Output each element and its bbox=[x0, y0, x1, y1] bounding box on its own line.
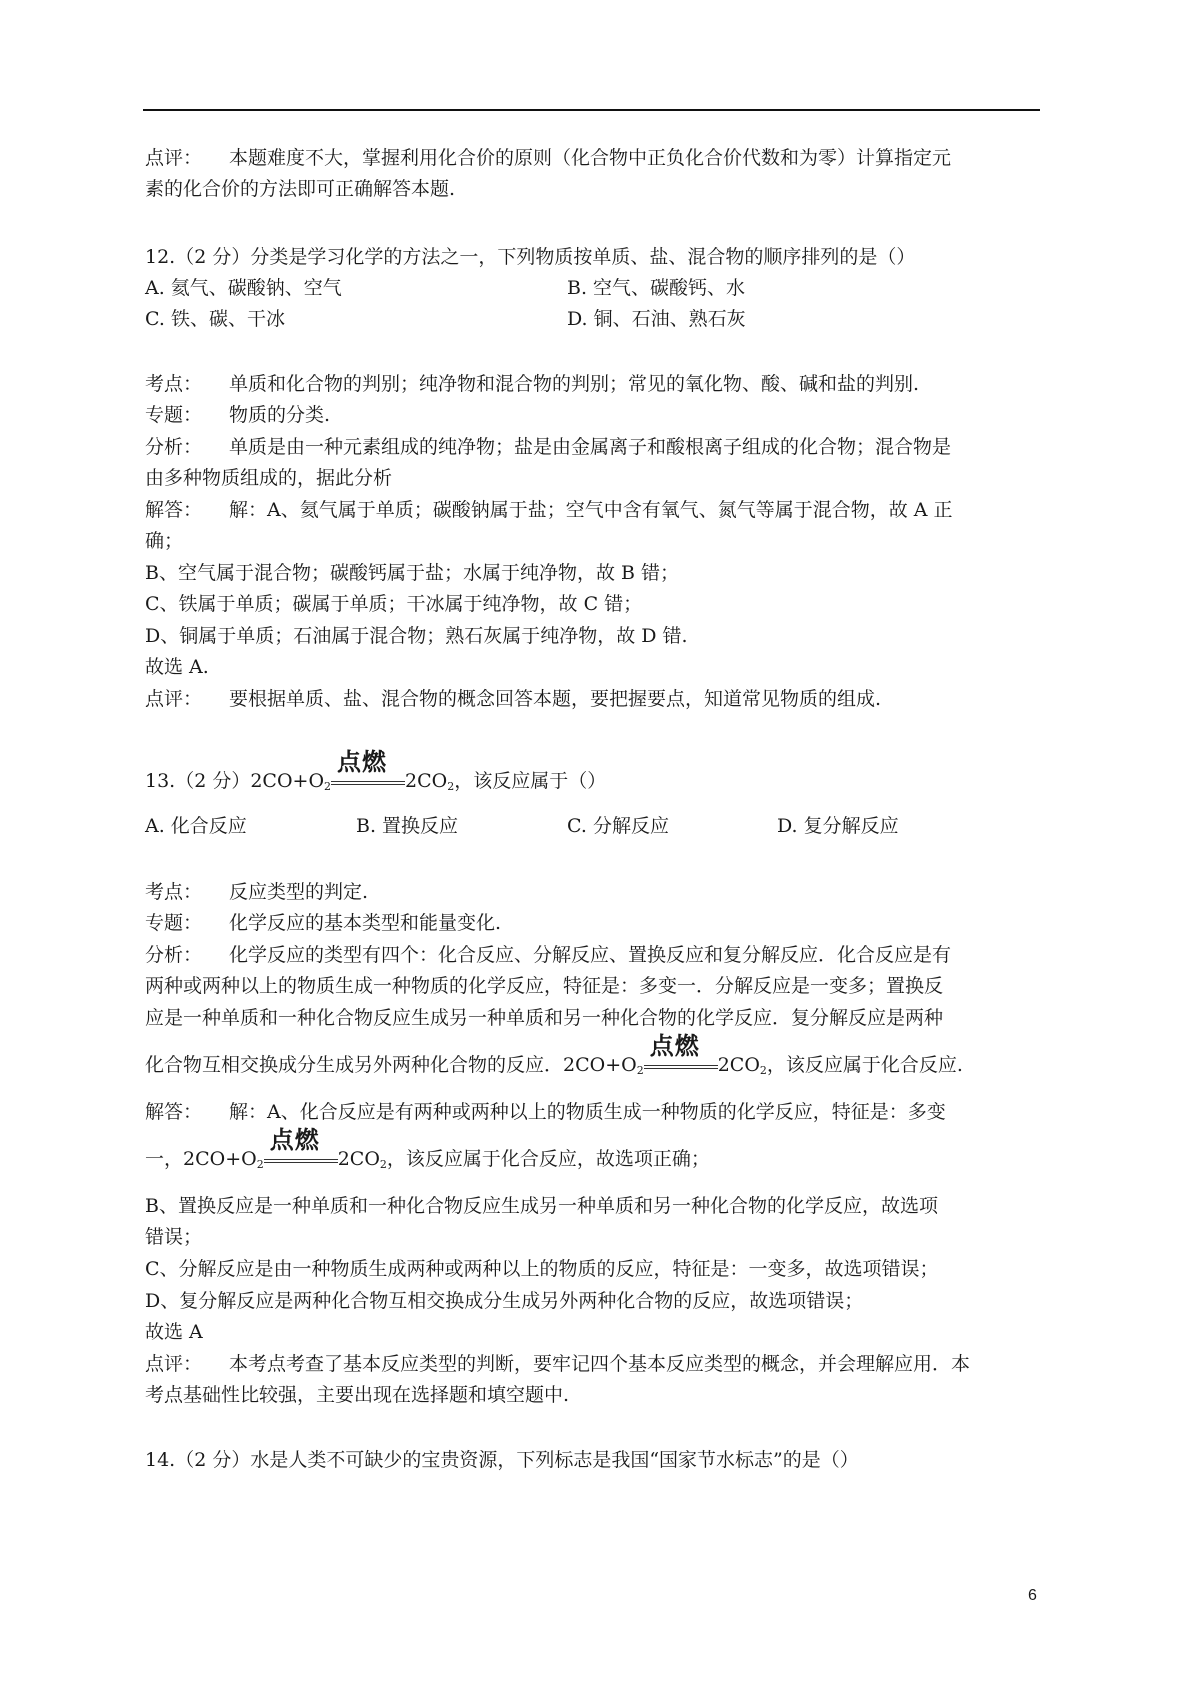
q13-answer: 故选 A bbox=[145, 1321, 203, 1343]
q12-option-d: D. 铜、石油、熟石灰 bbox=[567, 308, 746, 330]
review-line: 点评： 本题难度不大，掌握利用化合价的原则（化合物中正负化合价代数和为零）计算指定元 bbox=[145, 147, 952, 169]
q13-option-b: B. 置换反应 bbox=[356, 815, 459, 837]
q13-zhuanti: 专题： 化学反应的基本类型和能量变化. bbox=[145, 912, 502, 934]
q13-line-b-cont: 错误； bbox=[145, 1226, 203, 1248]
reaction-arrow: 点燃 bbox=[331, 769, 405, 793]
q13-fenxi-cont: 两种或两种以上的物质生成一种物质的化学反应，特征是：多变一．分解反应是一变多；置换反 bbox=[145, 975, 944, 997]
header-rule bbox=[143, 109, 1040, 111]
q12-answer: 故选 A. bbox=[145, 656, 209, 678]
question-13-stem: 13.（2 分）$2CO+O_2$ 点燃 $2CO_2$，该反应属于（） bbox=[145, 748, 607, 793]
q13-review-cont: 考点基础性比较强，主要出现在选择题和填空题中. bbox=[145, 1384, 570, 1406]
q12-jieda-cont: 确； bbox=[145, 530, 184, 552]
q13-line-b: B、置换反应是一种单质和一种化合物反应生成另一种单质和另一种化合物的化学反应，故选项 bbox=[145, 1195, 938, 1217]
q13-line-c: C、分解反应是由一种物质生成两种或两种以上的物质的反应，特征是：一变多，故选项错误； bbox=[145, 1258, 939, 1280]
q12-option-c: C. 铁、碳、干冰 bbox=[145, 308, 285, 330]
q12-review: 点评： 要根据单质、盐、混合物的概念回答本题，要把握要点，知道常见物质的组成. bbox=[145, 688, 882, 710]
q12-line-d: D、铜属于单质；石油属于混合物；熟石灰属于纯净物，故 D 错. bbox=[145, 625, 688, 647]
reaction-arrow: 点燃 bbox=[264, 1147, 338, 1171]
q12-kaodian: 考点： 单质和化合物的判别；纯净物和混合物的判别；常见的氧化物、酸、碱和盐的判别. bbox=[145, 373, 920, 395]
q13-jieda-equation: 一，$2CO+O_2$ 点燃 $2CO_2$，该反应属于化合反应，故选项正确； bbox=[145, 1126, 710, 1171]
q13-review: 点评： 本考点考查了基本反应类型的判断，要牢记四个基本反应类型的概念，并会理解应用．本 bbox=[145, 1353, 971, 1375]
q12-line-c: C、铁属于单质；碳属于单质；干冰属于纯净物，故 C 错； bbox=[145, 593, 643, 615]
q13-fenxi-cont: 应是一种单质和一种化合物反应生成另一种单质和另一种化合物的化学反应．复分解反应是两种 bbox=[145, 1007, 944, 1029]
q12-zhuanti: 专题： 物质的分类. bbox=[145, 404, 331, 426]
q12-fenxi-cont: 由多种物质组成的，据此分析 bbox=[145, 467, 393, 489]
q12-jieda: 解答： 解：A、氦气属于单质；碳酸钠属于盐；空气中含有氧气、氮气等属于混合物，故 A 正 bbox=[145, 499, 953, 521]
q12-option-a: A. 氦气、碳酸钠、空气 bbox=[145, 277, 342, 299]
q12-option-b: B. 空气、碳酸钙、水 bbox=[567, 277, 746, 299]
q13-fenxi-equation: 化合物互相交换成分生成另外两种化合物的反应．$2CO+O_2$ 点燃 $2CO_2$，该反应属于化合反应. bbox=[145, 1032, 963, 1077]
reaction-arrow: 点燃 bbox=[644, 1053, 718, 1077]
q13-option-a: A. 化合反应 bbox=[145, 815, 247, 837]
q13-line-d: D、复分解反应是两种化合物互相交换成分生成另外两种化合物的反应，故选项错误； bbox=[145, 1290, 864, 1312]
review-line: 素的化合价的方法即可正确解答本题. bbox=[145, 178, 456, 200]
page-number: 6 bbox=[1028, 1587, 1037, 1604]
question-12-stem: 12.（2 分）分类是学习化学的方法之一，下列物质按单质、盐、混合物的顺序排列的是（） bbox=[145, 246, 916, 268]
q13-option-c: C. 分解反应 bbox=[567, 815, 669, 837]
q12-line-b: B、空气属于混合物；碳酸钙属于盐；水属于纯净物，故 B 错； bbox=[145, 562, 680, 584]
q13-jieda: 解答： 解：A、化合反应是有两种或两种以上的物质生成一种物质的化学反应，特征是：多变 bbox=[145, 1101, 946, 1123]
question-14-stem: 14.（2 分）水是人类不可缺少的宝贵资源，下列标志是我国“国家节水标志”的是（） bbox=[145, 1449, 859, 1471]
q13-fenxi: 分析： 化学反应的类型有四个：化合反应、分解反应、置换反应和复分解反应．化合反应是有 bbox=[145, 944, 952, 966]
q13-kaodian: 考点： 反应类型的判定. bbox=[145, 881, 369, 903]
q13-option-d: D. 复分解反应 bbox=[777, 815, 899, 837]
q12-fenxi: 分析： 单质是由一种元素组成的纯净物；盐是由金属离子和酸根离子组成的化合物；混合物是 bbox=[145, 436, 952, 458]
